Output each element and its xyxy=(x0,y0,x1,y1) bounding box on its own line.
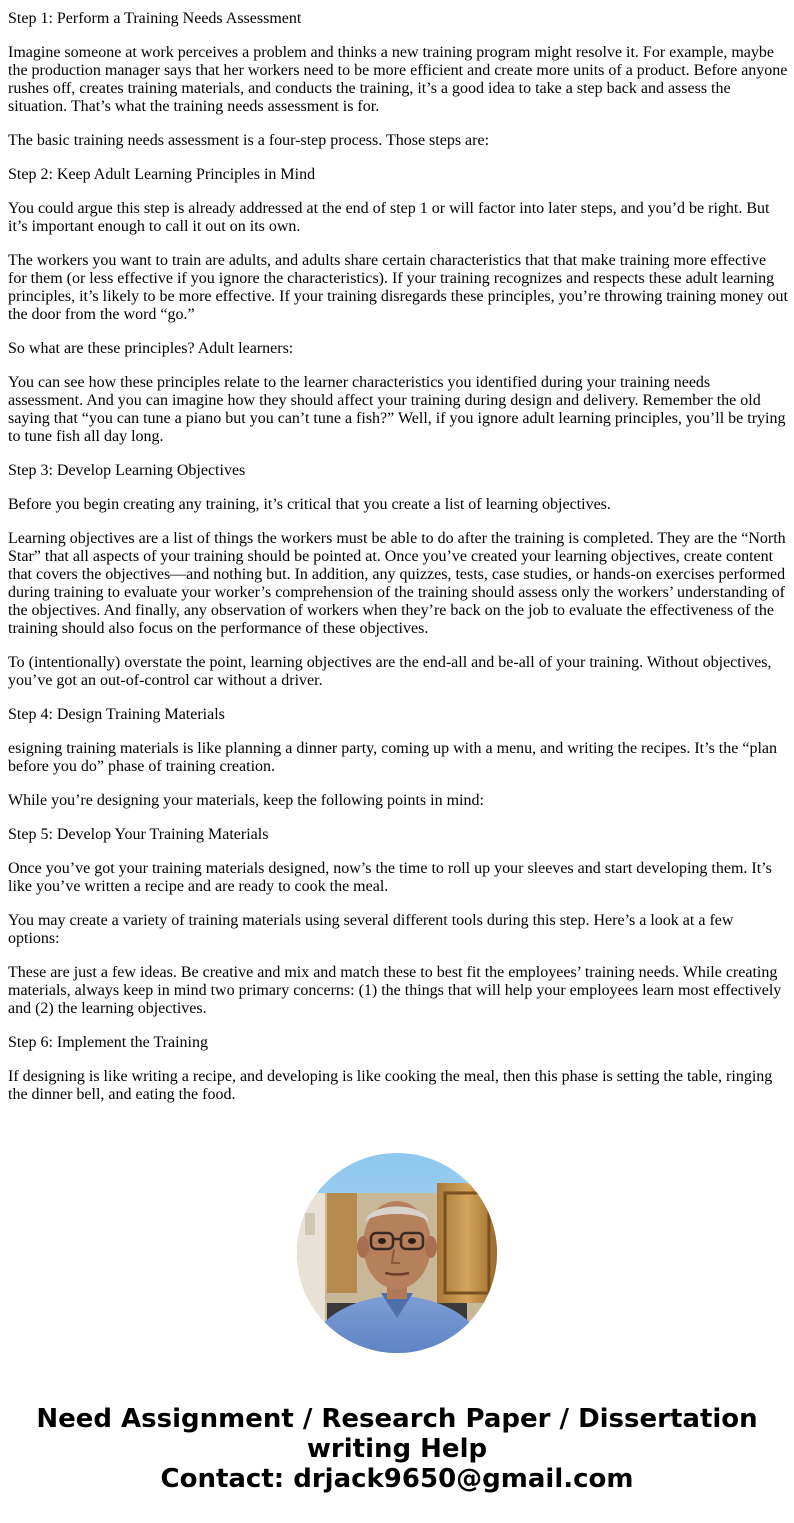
paragraph: esigning training materials is like planning a dinner party, coming up with a menu, and writing the recipes. It’s the “plan before you do” phase of training creation. xyxy=(8,740,777,775)
step-2-heading: Step 2: Keep Adult Learning Principles in Mind xyxy=(8,166,316,183)
author-photo xyxy=(297,1153,497,1353)
paragraph: To (intentionally) overstate the point, learning objectives are the end-all and be-all of your training. Without objectives, you’ve got an out-of-control car without a driver. xyxy=(8,654,772,689)
paragraph: Before you begin creating any training, it’s critical that you create a list of learning objectives. xyxy=(8,496,611,513)
paragraph: The basic training needs assessment is a four-step process. Those steps are: xyxy=(8,132,490,149)
paragraph: You could argue this step is already addressed at the end of step 1 or will factor into later steps, and you’d be right. But it’s important enough to call it out on its own. xyxy=(8,200,770,235)
paragraph: So what are these principles? Adult learners: xyxy=(8,340,294,357)
paragraph: Once you’ve got your training materials designed, now’s the time to roll up your sleeves and start developing them. It’s like you’ve written a recipe and are ready to cook the meal. xyxy=(8,860,772,895)
footer-line: Need Assignment / Research Paper / Dissertation xyxy=(36,1404,758,1434)
paragraph: While you’re designing your materials, keep the following points in mind: xyxy=(8,792,484,809)
paragraph: If designing is like writing a recipe, and developing is like cooking the meal, then this phase is setting the table, ringing the dinner bell, and eating the food. xyxy=(8,1068,773,1103)
step-1-heading: Step 1: Perform a Training Needs Assessment xyxy=(8,10,302,27)
paragraph: Learning objectives are a list of things the workers must be able to do after the training is completed. They are the “North Star” that all aspects of your training should be pointed at. Once you’ve created your learning objectives, create content that covers the objectives—and nothing but. In addition, any quizzes, tests, case studies, or hands-on exercises performed during training to evaluate your worker’s comprehension of the training should assess only the workers’ understanding of the objectives. And finally, any observation of workers when they’re back on the job to evaluate the effectiveness of the training should also focus on the performance of these objectives. xyxy=(8,530,786,637)
footer-contact-email: Contact: drjack9650@gmail.com xyxy=(160,1464,634,1494)
step-5-heading: Step 5: Develop Your Training Materials xyxy=(8,826,269,843)
paragraph: The workers you want to train are adults, and adults share certain characteristics that that make training more effective for them (or less effective if you ignore the characteristics). If your training recognizes and respects these adult learning principles, it’s likely to be more effective. If your training disregards these principles, you’re throwing training money out the door from the word “go.” xyxy=(8,252,788,323)
step-3-heading: Step 3: Develop Learning Objectives xyxy=(8,462,246,479)
footer-line: writing Help xyxy=(306,1434,488,1464)
paragraph: You may create a variety of training materials using several different tools during this step. Here’s a look at a few options: xyxy=(8,912,734,947)
footer-contact xyxy=(0,1404,794,1494)
paragraph: You can see how these principles relate to the learner characteristics you identified during your training needs assessment. And you can imagine how they should affect your training during design and delivery. Remember the old saying that “you can tune a piano but you can’t tune a fish?” Well, if you ignore adult learning principles, you’ll be trying to tune fish all day long. xyxy=(8,374,786,445)
article-body xyxy=(8,10,788,1120)
paragraph: These are just a few ideas. Be creative and mix and match these to best fit the employees’ training needs. While creating materials, always keep in mind two primary concerns: (1) the things that will help your employees learn most effectively and (2) the learning objectives. xyxy=(8,964,782,1017)
author-avatar xyxy=(297,1153,497,1353)
step-4-heading: Step 4: Design Training Materials xyxy=(8,706,225,723)
step-6-heading: Step 6: Implement the Training xyxy=(8,1034,208,1051)
paragraph: Imagine someone at work perceives a problem and thinks a new training program might resolve it. For example, maybe the production manager says that her workers need to be more efficient and create more units of a product. Before anyone rushes off, creates training materials, and conducts the training, it’s a good idea to take a step back and assess the situation. That’s what the training needs assessment is for. xyxy=(8,44,788,115)
